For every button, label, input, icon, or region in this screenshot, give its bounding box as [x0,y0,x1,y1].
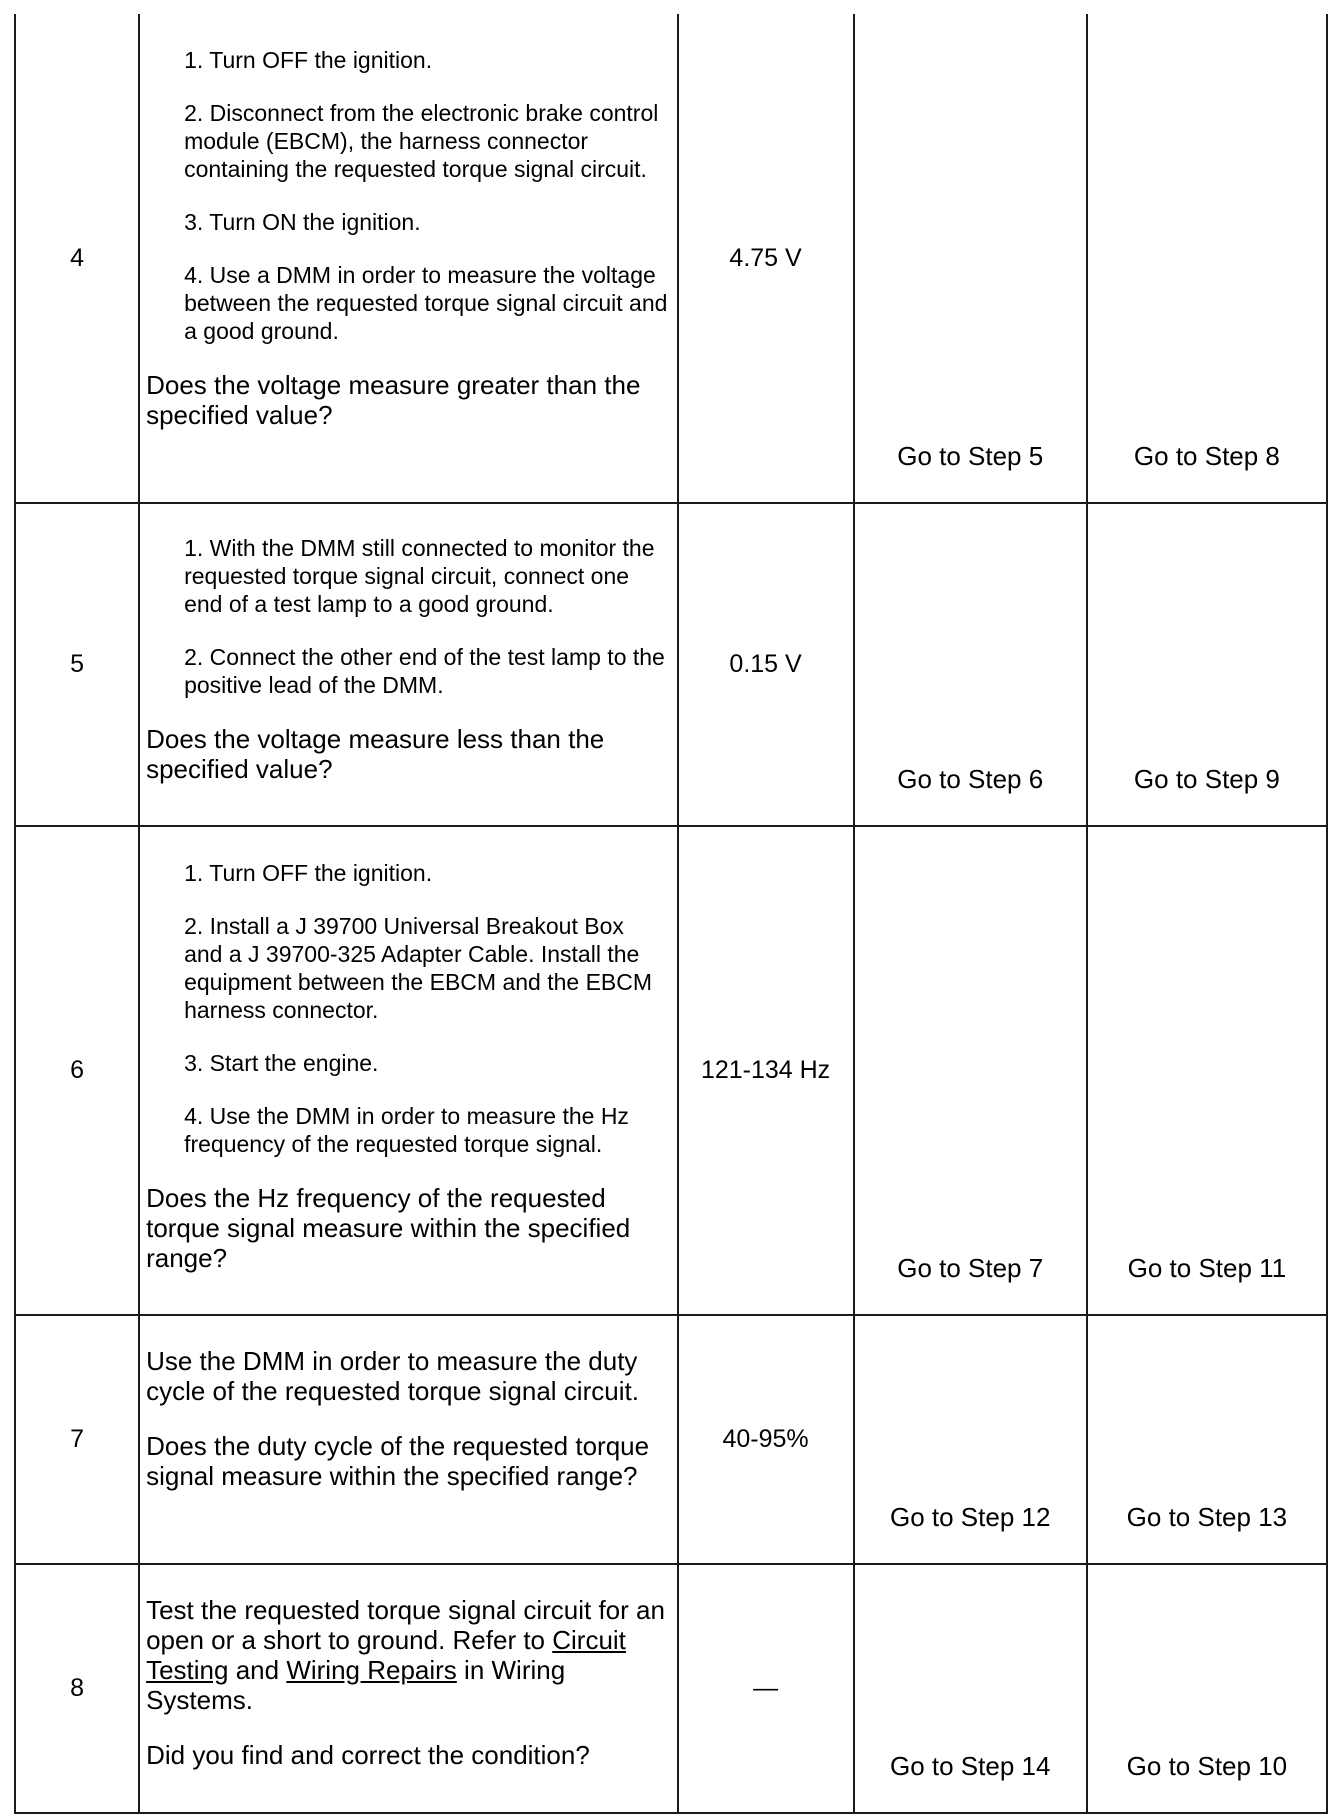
step-number: 7 [15,1315,139,1564]
instruction-text: Use the DMM in order to measure the duty cycle of the requested torque signal circuit. [146,1346,639,1406]
substep: 4. Use the DMM in order to measure the Hz frequency of the requested torque signal. [184,1103,629,1157]
question-text: Does the voltage measure greater than the specified value? [146,370,641,430]
instruction-text-middle: and [228,1655,287,1685]
question-text: Does the Hz frequency of the requested torque signal measure within the specified range? [146,1183,631,1273]
specified-value: 0.15 V [678,503,854,826]
table-row-step-5 [15,503,1327,826]
step-number: 8 [15,1564,139,1813]
no-action: Go to Step 10 [1087,1564,1327,1813]
instruction-text [146,1595,668,1715]
no-action: Go to Step 11 [1087,826,1327,1315]
substep-list [146,859,668,1158]
specified-value: 4.75 V [678,14,854,503]
substep-list [146,46,668,345]
question-text: Did you find and correct the condition? [146,1740,590,1770]
question-text: Does the duty cycle of the requested torque signal measure within the specified range? [146,1431,650,1491]
substep: 2. Disconnect from the electronic brake control module (EBCM), the harness connector containing the requested torque signal circuit. [184,100,659,182]
specified-value: 40-95% [678,1315,854,1564]
instruction-text-before: Test the requested torque signal circuit for an open or a short to ground. Refer to [146,1595,665,1655]
yes-action: Go to Step 12 [854,1315,1087,1564]
instructions-cell [139,14,677,503]
instructions-cell [139,503,677,826]
yes-action: Go to Step 6 [854,503,1087,826]
instructions-cell [139,1315,677,1564]
no-action: Go to Step 13 [1087,1315,1327,1564]
table-row-step-4 [15,14,1327,503]
table-row-step-7 [15,1315,1327,1564]
step-number: 5 [15,503,139,826]
question-text: Does the voltage measure less than the specified value? [146,724,605,784]
no-action: Go to Step 8 [1087,14,1327,503]
substep: 1. Turn OFF the ignition. [184,47,433,73]
yes-action: Go to Step 7 [854,826,1087,1315]
specified-value: 121-134 Hz [678,826,854,1315]
substep: 2. Install a J 39700 Universal Breakout Box and a J 39700-325 Adapter Cable. Install the equipment between the EBCM and the EBCM harness connector. [184,913,653,1023]
no-action: Go to Step 9 [1087,503,1327,826]
yes-action: Go to Step 5 [854,14,1087,503]
instructions-cell [139,1564,677,1813]
substep: 3. Start the engine. [184,1050,379,1076]
wiring-repairs-link[interactable]: Wiring Repairs [286,1655,457,1685]
substep-list [146,534,668,699]
substep: 1. Turn OFF the ignition. [184,860,433,886]
yes-action: Go to Step 14 [854,1564,1087,1813]
substep: 3. Turn ON the ignition. [184,209,421,235]
instruction-text-after: in Wiring Systems. [146,1655,566,1715]
step-number: 4 [15,14,139,503]
specified-value: — [678,1564,854,1813]
circuit-testing-link[interactable]: Circuit Testing [146,1625,626,1685]
step-number: 6 [15,826,139,1315]
diagnostic-table [14,14,1328,1814]
substep: 4. Use a DMM in order to measure the voltage between the requested torque signal circuit and a good ground. [184,262,668,344]
substep: 2. Connect the other end of the test lamp to the positive lead of the DMM. [184,644,665,698]
instructions-cell [139,826,677,1315]
table-row-step-8 [15,1564,1327,1813]
table-row-step-6 [15,826,1327,1315]
substep: 1. With the DMM still connected to monitor the requested torque signal circuit, connect one end of a test lamp to a good ground. [184,535,655,617]
